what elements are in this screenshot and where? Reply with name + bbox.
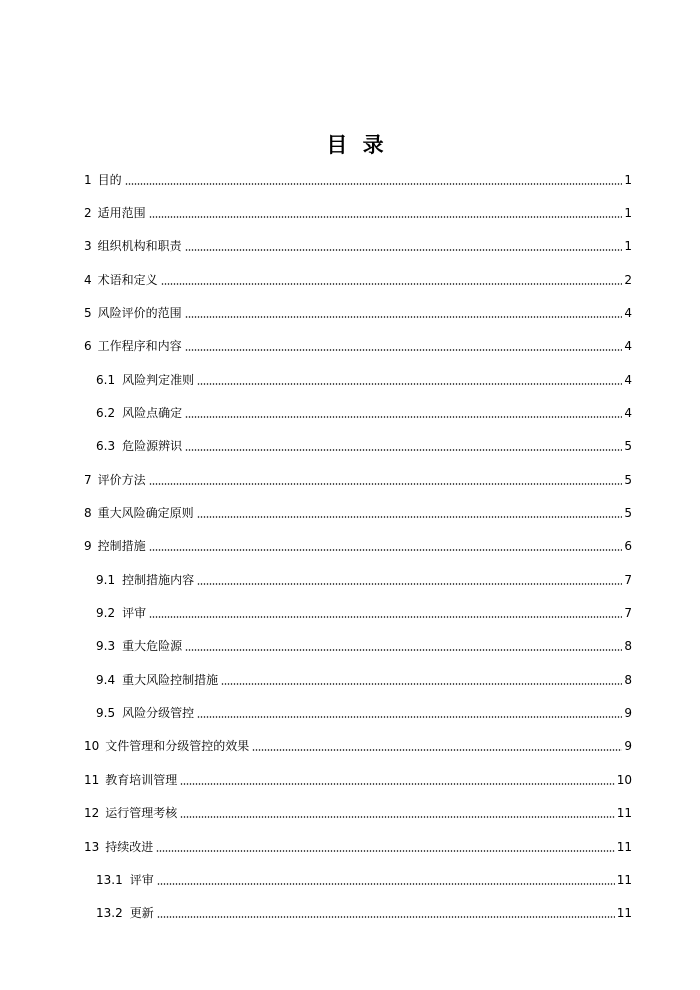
toc-entry-label: 风险点确定 <box>122 405 183 420</box>
toc-entry-number: 13.1 <box>96 872 123 887</box>
toc-entry[interactable] <box>96 396 632 429</box>
toc-entry-leader-dots <box>149 216 622 218</box>
toc-entry-page-number: 4 <box>624 372 632 387</box>
toc-entry-number: 9.1 <box>96 572 116 587</box>
toc-entry-leader-dots <box>185 449 622 451</box>
toc-entry-page-number: 1 <box>624 172 632 187</box>
toc-entry[interactable] <box>84 263 632 296</box>
toc-entry-label: 风险判定准则 <box>122 372 195 387</box>
toc-entry-label: 文件管理和分级管控的效果 <box>105 739 250 754</box>
toc-entry-leader-dots <box>197 516 622 518</box>
toc-title: 目 录 <box>326 133 388 157</box>
toc-entry[interactable] <box>96 430 632 463</box>
toc-entry-leader-dots <box>252 749 622 751</box>
toc-entry-label: 运行管理考核 <box>105 806 178 821</box>
toc-entry-number: 2 <box>84 205 92 220</box>
toc-entry-page-number: 5 <box>624 439 632 454</box>
toc-entry[interactable] <box>84 296 632 329</box>
toc-entry-number: 5 <box>84 305 92 320</box>
toc-entry-page-number: 5 <box>624 472 632 487</box>
toc-entry-leader-dots <box>180 783 614 785</box>
toc-entry[interactable] <box>84 230 632 263</box>
toc-entry-page-number: 10 <box>616 772 632 787</box>
toc-entry-number: 6.1 <box>96 372 116 387</box>
toc-entry-label: 风险评价的范围 <box>97 305 182 320</box>
toc-entry-leader-dots <box>185 349 622 351</box>
toc-entry-leader-dots <box>197 583 622 585</box>
toc-entry-page-number: 5 <box>624 506 632 520</box>
toc-entry-number: 4 <box>84 272 92 287</box>
toc-entry[interactable] <box>84 730 632 763</box>
toc-entry-number: 13 <box>84 839 100 854</box>
toc-entry[interactable] <box>84 163 632 196</box>
toc-entry[interactable] <box>84 830 632 863</box>
toc-entry-page-number: 11 <box>616 806 632 821</box>
toc-entry-leader-dots <box>180 816 614 818</box>
toc-entry-number: 1 <box>84 172 92 187</box>
toc-entry-page-number: 4 <box>624 305 632 320</box>
toc-entry[interactable] <box>96 663 632 696</box>
toc-entry-number: 9 <box>84 539 92 554</box>
toc-entry-number: 9.4 <box>96 672 116 687</box>
toc-entry-label: 评审 <box>129 872 154 887</box>
toc-entry-page-number: 9 <box>624 706 632 721</box>
toc-entry-number: 13.2 <box>96 906 123 921</box>
toc-entry-leader-dots <box>149 549 622 551</box>
toc-entry-number: 6.2 <box>96 405 116 420</box>
toc-entry[interactable] <box>84 196 632 229</box>
toc-entry-number: 11 <box>84 772 100 787</box>
toc-entry-leader-dots <box>149 483 622 485</box>
toc-entry-label: 目的 <box>97 172 122 187</box>
toc-entry-number: 9.3 <box>96 639 116 654</box>
toc-entry-page-number: 11 <box>616 872 632 887</box>
toc-entry-page-number: 11 <box>616 839 632 854</box>
toc-entry-leader-dots <box>185 249 622 251</box>
toc-entry-label: 控制措施内容 <box>122 572 195 587</box>
toc-entry-page-number: 7 <box>624 572 632 587</box>
toc-entry[interactable] <box>96 863 632 896</box>
toc-entry[interactable] <box>84 530 632 563</box>
toc-entry-number: 12 <box>84 806 100 821</box>
toc-entry-number: 9.2 <box>96 606 116 621</box>
toc-entry-page-number: 4 <box>624 339 632 354</box>
toc-entry-number: 9.5 <box>96 706 116 721</box>
toc-entry-leader-dots <box>185 649 622 651</box>
toc-entry-label: 教育培训管理 <box>105 772 178 787</box>
toc-entry-leader-dots <box>185 416 622 418</box>
toc-entry-label: 组织机构和职责 <box>97 239 182 254</box>
toc-entry-leader-dots <box>157 883 615 885</box>
toc-entry-number: 6.3 <box>96 439 116 454</box>
toc-entry-label: 工作程序和内容 <box>97 339 182 354</box>
toc-entry[interactable] <box>96 597 632 630</box>
toc-entry-page-number: 11 <box>616 906 632 921</box>
toc-entry[interactable] <box>96 363 632 396</box>
toc-entry-leader-dots <box>161 283 622 285</box>
toc-entry-page-number: 6 <box>624 539 632 554</box>
toc-entry-label: 评价方法 <box>97 472 146 487</box>
toc-entry-page-number: 8 <box>624 639 632 654</box>
toc-entry-leader-dots <box>149 616 622 618</box>
toc-entry[interactable] <box>96 563 632 596</box>
toc-entry-leader-dots <box>157 916 615 918</box>
toc-entry-page-number: 7 <box>624 606 632 621</box>
toc-entry-label: 重大风险确定原则 <box>97 506 194 520</box>
toc-entry-leader-dots <box>197 383 622 385</box>
toc-entry-leader-dots <box>156 850 614 852</box>
toc-entry[interactable] <box>96 697 632 730</box>
toc-entry[interactable] <box>84 763 632 796</box>
toc-entry-leader-dots <box>185 316 622 318</box>
toc-entry-label: 持续改进 <box>105 839 154 854</box>
toc-entry-label: 重大风险控制措施 <box>122 672 219 687</box>
toc-entry[interactable] <box>96 897 632 930</box>
toc-entry-label: 危险源辨识 <box>122 439 183 454</box>
toc-entry-leader-dots <box>221 683 622 685</box>
toc-entry-leader-dots <box>197 716 622 718</box>
toc-entry-number: 6 <box>84 339 92 354</box>
toc-entry-number: 3 <box>84 239 92 254</box>
toc-entry-page-number: 2 <box>624 272 632 287</box>
toc-entry-page-number: 1 <box>624 205 632 220</box>
toc-entry-page-number: 1 <box>624 239 632 254</box>
toc-entry-label: 适用范围 <box>97 205 146 220</box>
toc-entry-page-number: 9 <box>624 739 632 754</box>
toc-entry-label: 重大危险源 <box>122 639 183 654</box>
toc-entry-page-number: 8 <box>624 672 632 687</box>
toc-entry-label: 风险分级管控 <box>122 706 195 721</box>
toc-entry[interactable] <box>96 630 632 663</box>
toc-entry-label: 控制措施 <box>97 539 146 554</box>
toc-entry-label: 术语和定义 <box>97 272 158 287</box>
toc-entry[interactable] <box>84 463 632 496</box>
toc-entry[interactable] <box>84 330 632 363</box>
toc-entry[interactable] <box>84 497 632 530</box>
toc-entry-label: 评审 <box>122 606 147 621</box>
toc-entry-number: 7 <box>84 472 92 487</box>
toc-entry[interactable] <box>84 797 632 830</box>
toc-entry-label: 更新 <box>129 906 154 921</box>
toc-entry-number: 8 <box>84 506 92 520</box>
toc-entry-number: 10 <box>84 739 100 754</box>
toc-entry-page-number: 4 <box>624 405 632 420</box>
toc-entry-leader-dots <box>125 183 622 185</box>
